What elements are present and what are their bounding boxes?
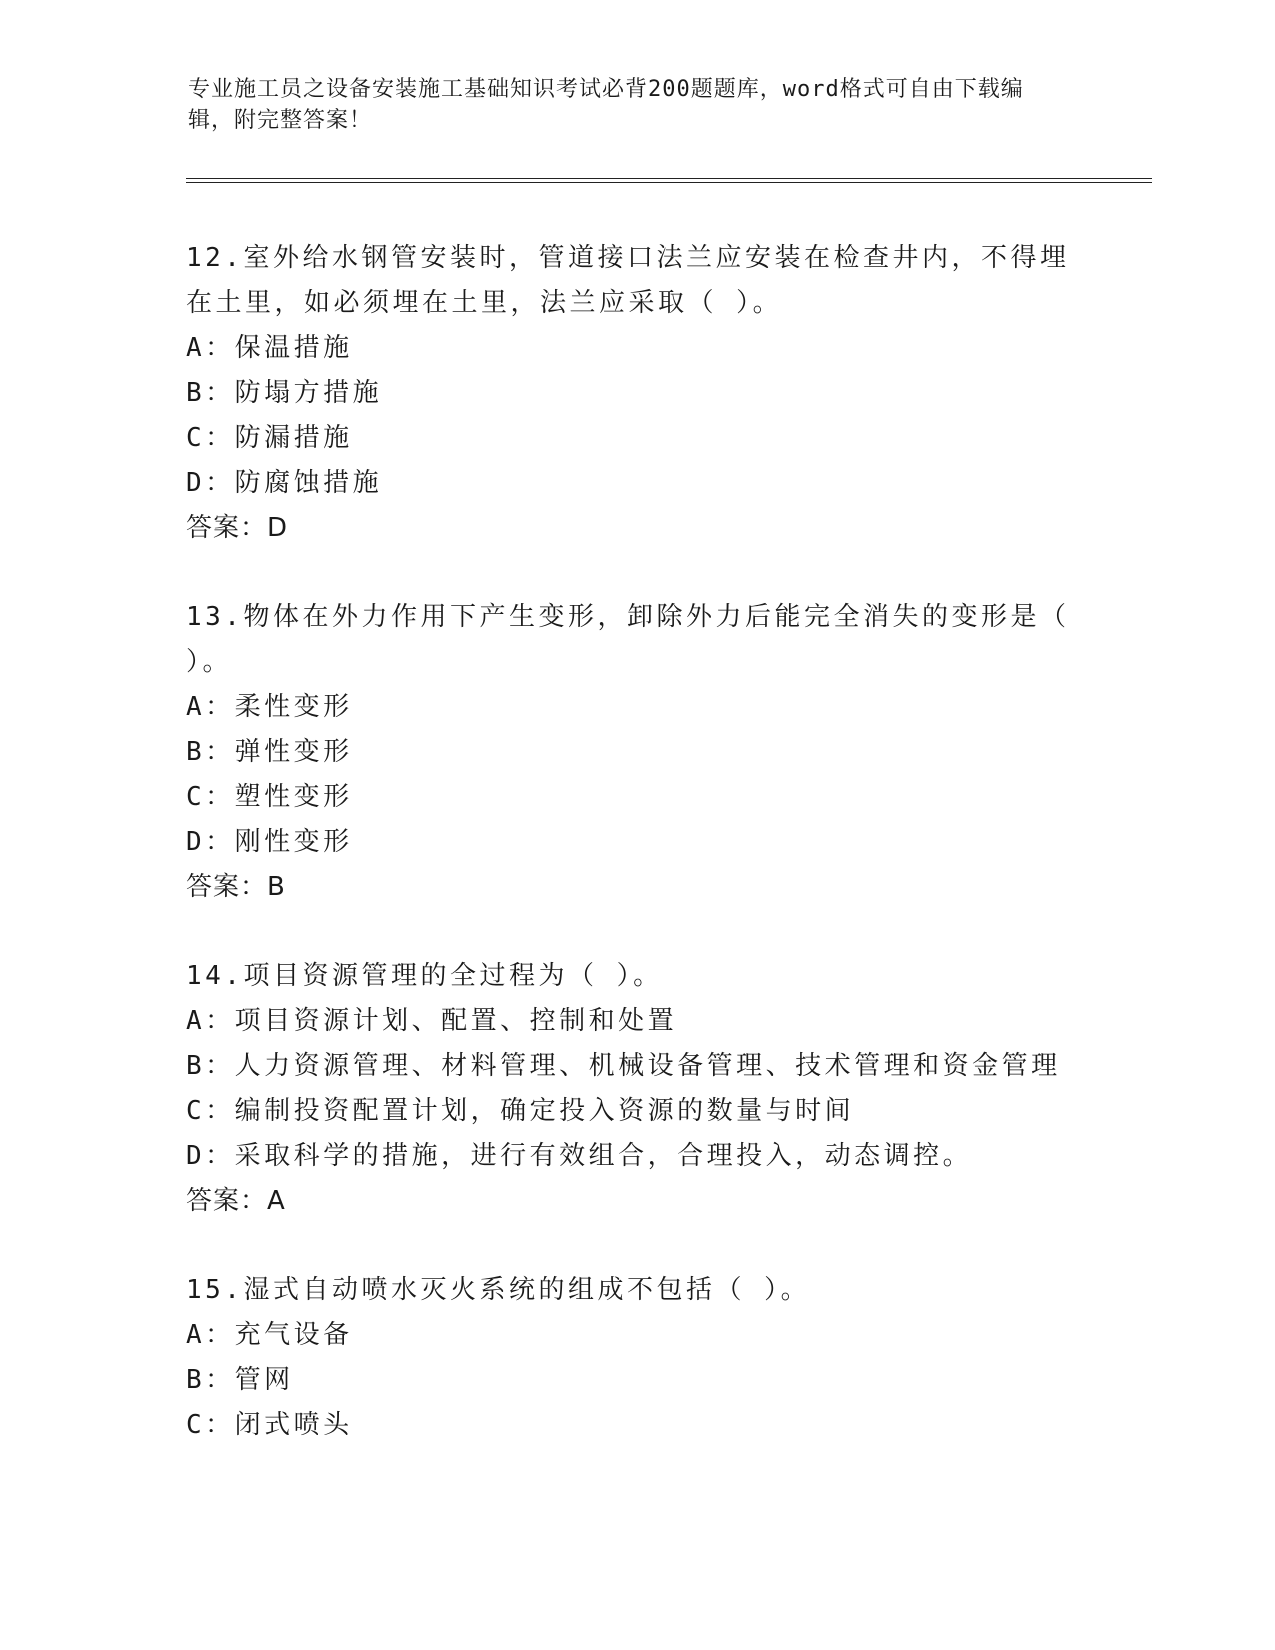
option-a: A：柔性变形: [186, 692, 353, 722]
option-c: C：防漏措施: [186, 423, 353, 453]
option-a: A：项目资源计划、配置、控制和处置: [186, 1006, 678, 1036]
answer-line: 答案：B: [186, 872, 286, 902]
option-c: C：编制投资配置计划，确定投入资源的数量与时间: [186, 1096, 855, 1126]
document-header: 专业施工员之设备安装施工基础知识考试必背200题题库，word格式可自由下载编辑，附完整答案！: [188, 77, 1024, 133]
option-d: D：防腐蚀措施: [186, 468, 383, 498]
question-15: [186, 1268, 1086, 1448]
question-12: [186, 236, 1086, 551]
option-b: B：弹性变形: [186, 737, 353, 767]
option-a: A：充气设备: [186, 1320, 353, 1350]
answer-line: 答案：A: [186, 1186, 286, 1216]
header-divider-bottom: [186, 182, 1152, 183]
option-b: B：管网: [186, 1365, 294, 1395]
option-b: B：防塌方措施: [186, 378, 383, 408]
answer-line: 答案：D: [186, 513, 289, 543]
option-d: D：刚性变形: [186, 827, 353, 857]
option-b: B：人力资源管理、材料管理、机械设备管理、技术管理和资金管理: [186, 1051, 1061, 1081]
question-stem: 12.室外给水钢管安装时，管道接口法兰应安装在检查井内，不得埋在土里，如必须埋在土里，法兰应采取（ ）。: [186, 243, 1070, 318]
option-d: D：采取科学的措施，进行有效组合，合理投入，动态调控。: [186, 1141, 973, 1171]
question-stem: 14.项目资源管理的全过程为（ ）。: [186, 961, 663, 991]
question-list: [186, 236, 1086, 1492]
option-a: A：保温措施: [186, 333, 353, 363]
option-c: C：闭式喷头: [186, 1410, 353, 1440]
option-c: C：塑性变形: [186, 782, 353, 812]
question-14: [186, 954, 1086, 1224]
question-stem: 15.湿式自动喷水灭火系统的组成不包括（ ）。: [186, 1275, 811, 1305]
question-stem: 13.物体在外力作用下产生变形，卸除外力后能完全消失的变形是（ ）。: [186, 602, 1070, 677]
header-divider-top: [186, 178, 1152, 179]
question-13: [186, 595, 1086, 910]
